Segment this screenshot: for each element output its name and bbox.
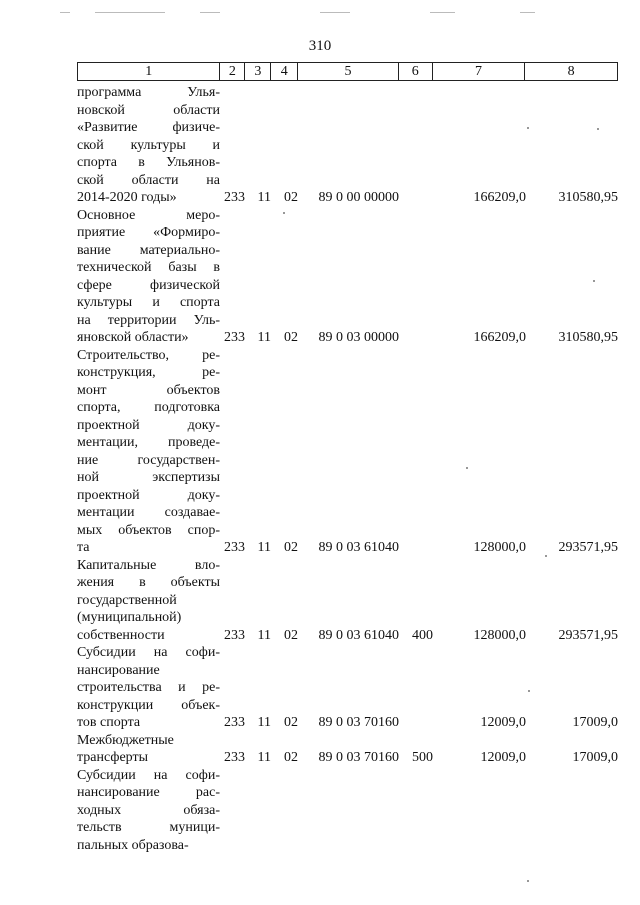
row-name-line: спорта, подготовка	[77, 400, 220, 415]
row-name	[77, 644, 220, 732]
table-row	[77, 207, 618, 347]
table-row	[77, 644, 618, 732]
cell-c4: 02	[284, 715, 298, 730]
row-name-line: пальных образова-	[77, 837, 189, 853]
cell-c7: 166209,0	[473, 330, 526, 345]
row-name-line: монт объектов	[77, 382, 220, 398]
row-name-line: новской области	[77, 102, 220, 118]
cell-c3: 11	[257, 715, 271, 730]
scan-speck	[283, 212, 285, 214]
cell-c5: 89 0 03 00000	[318, 330, 399, 345]
row-name	[77, 732, 220, 767]
cell-c7: 166209,0	[473, 190, 526, 205]
row-name-line: ской культуры и	[77, 137, 220, 153]
row-name-line: жения в объекты	[77, 575, 220, 590]
row-name	[77, 207, 220, 347]
cell-c2: 233	[224, 540, 245, 555]
header-col-6: 6	[399, 63, 433, 80]
row-name-line: Строительство, ре-	[77, 347, 220, 363]
cell-c8: 310580,95	[558, 330, 618, 345]
header-col-3: 3	[245, 63, 271, 80]
row-name-line: культуры и спорта	[77, 295, 220, 310]
scan-speck	[545, 555, 547, 557]
cell-c4: 02	[284, 190, 298, 205]
cell-c8: 17009,0	[572, 715, 618, 730]
header-col-7: 7	[433, 63, 526, 80]
cell-c5: 89 0 03 70160	[318, 715, 399, 730]
row-name-line: проектной доку-	[77, 417, 220, 433]
row-name-line: та	[77, 540, 90, 555]
row-name-line: 2014-2020 годы»	[77, 190, 177, 205]
scan-speck	[528, 690, 530, 692]
row-name-line: тов спорта	[77, 715, 141, 730]
cell-c5: 89 0 03 61040	[318, 540, 399, 555]
table-row	[77, 767, 618, 855]
cell-c4: 02	[284, 540, 298, 555]
cell-c6: 500	[412, 750, 433, 765]
row-name-line: ние государствен-	[77, 452, 220, 468]
row-name	[77, 557, 220, 645]
cell-c2: 233	[224, 627, 245, 643]
cell-c4: 02	[284, 627, 298, 643]
header-col-8: 8	[567, 64, 575, 79]
table-row	[77, 347, 618, 557]
cell-c7: 12009,0	[480, 750, 526, 765]
row-name-line: Основное меро-	[77, 207, 220, 223]
scan-speck	[527, 880, 529, 882]
cell-c2: 233	[224, 750, 245, 765]
row-name-line: вание материально-	[77, 242, 220, 258]
cell-c6: 400	[412, 627, 433, 643]
row-name-line: программа Улья-	[77, 85, 220, 100]
cell-c5: 89 0 03 70160	[318, 750, 399, 765]
cell-c3: 11	[257, 750, 271, 765]
scan-speck	[527, 127, 529, 129]
row-name-line: Межбюджетные	[77, 732, 174, 748]
header-col-4: 4	[271, 63, 298, 80]
row-name-line: на территории Уль-	[77, 312, 220, 328]
row-name-line: Субсидии на софи-	[77, 645, 220, 660]
row-name-line: ходных обяза-	[77, 802, 220, 818]
header-col-2: 2	[220, 63, 245, 80]
row-name-line: ской области на	[77, 172, 220, 188]
cell-c8: 293571,95	[558, 540, 618, 555]
cell-c7: 128000,0	[473, 627, 526, 643]
row-name-line: ментации, проведе-	[77, 435, 220, 450]
cell-c2: 233	[224, 715, 245, 730]
cell-c8: 310580,95	[558, 190, 618, 205]
row-name	[77, 347, 220, 557]
cell-c4: 02	[284, 750, 298, 765]
row-name-line: технической базы в	[77, 260, 220, 275]
row-name-line: нансирование рас-	[77, 785, 220, 800]
cell-c2: 233	[224, 190, 245, 205]
cell-c3: 11	[257, 627, 271, 643]
row-name-line: тельств муници-	[77, 820, 220, 835]
table-row	[77, 557, 618, 645]
row-name	[77, 84, 220, 207]
row-name-line: сфере физической	[77, 277, 220, 293]
cell-c5: 89 0 00 00000	[318, 190, 399, 205]
row-name-line: Субсидии на софи-	[77, 767, 220, 783]
row-name-line: ной экспертизы	[77, 470, 220, 485]
row-name-line: конструкции объек-	[77, 697, 220, 713]
cell-c4: 02	[284, 330, 298, 345]
scan-speck	[466, 467, 468, 469]
row-name-line: трансферты	[77, 750, 149, 765]
header-col-1: 1	[78, 63, 220, 80]
table-row	[77, 84, 618, 207]
row-name-line: нансирование	[77, 662, 160, 678]
row-name-line: мых объектов спор-	[77, 522, 220, 538]
row-name-line: ментации создавае-	[77, 505, 220, 520]
scan-speck	[597, 128, 599, 130]
cell-c8: 293571,95	[558, 627, 618, 643]
row-name-line: спорта в Ульянов-	[77, 155, 220, 170]
table-header	[77, 62, 618, 81]
cell-c3: 11	[257, 330, 271, 345]
row-name	[77, 767, 220, 855]
row-name-line: проектной доку-	[77, 487, 220, 503]
cell-c8: 17009,0	[572, 750, 618, 765]
row-name-line: строительства и ре-	[77, 680, 220, 695]
row-name-line: «Развитие физиче-	[77, 120, 220, 135]
cell-c5: 89 0 03 61040	[318, 627, 399, 643]
row-name-line: собственности	[77, 627, 165, 643]
row-name-line: приятие «Формиро-	[77, 225, 220, 240]
row-name-line: (муниципальной)	[77, 610, 182, 625]
cell-c2: 233	[224, 330, 245, 345]
row-name-line: конструкция, ре-	[77, 365, 220, 380]
cell-c7: 12009,0	[480, 715, 526, 730]
header-col-5: 5	[298, 63, 399, 80]
row-name-line: Капитальные вло-	[77, 557, 220, 573]
cell-c3: 11	[257, 190, 271, 205]
table-body	[77, 84, 618, 854]
page-number: 310	[308, 38, 332, 54]
row-name-line: государственной	[77, 592, 177, 608]
table-row	[77, 732, 618, 767]
scan-speck	[593, 280, 595, 282]
cell-c3: 11	[257, 540, 271, 555]
cell-c7: 128000,0	[473, 540, 526, 555]
row-name-line: яновской области»	[77, 330, 189, 345]
